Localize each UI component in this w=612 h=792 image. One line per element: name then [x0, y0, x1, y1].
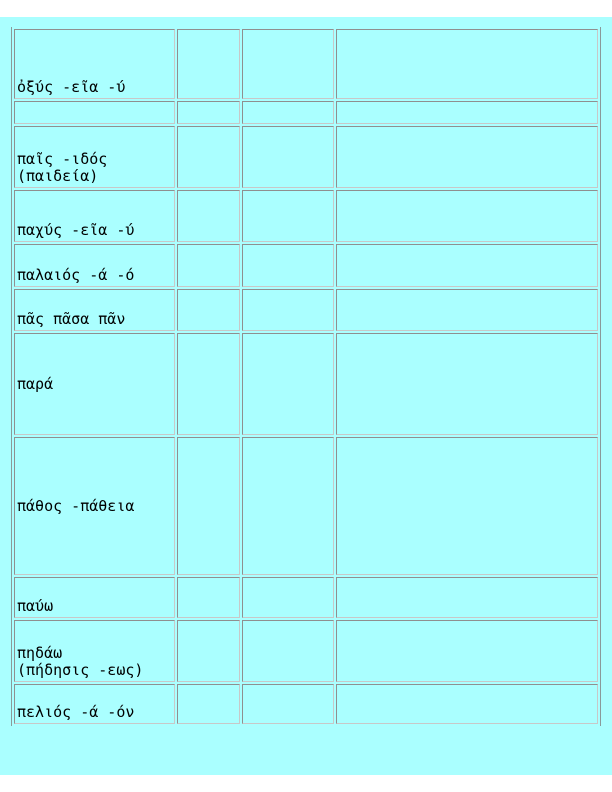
- term-cell: [14, 620, 175, 682]
- term-cell: [14, 126, 175, 188]
- term-text: παῖς -ιδός: [17, 150, 108, 168]
- term-cell: [14, 333, 175, 435]
- term-cell: [14, 289, 175, 331]
- term-text: πάθος -πάθεια: [17, 496, 135, 515]
- empty-cell: [177, 289, 240, 331]
- table-row: [14, 620, 598, 682]
- empty-cell: [177, 101, 240, 124]
- term-text: πηδάω: [17, 644, 63, 662]
- empty-cell: [336, 190, 598, 242]
- empty-cell: [336, 244, 598, 287]
- term-text: πελιός -ά -όν: [17, 703, 135, 721]
- table-row: [14, 101, 598, 124]
- term-text: πᾶς πᾶσα πᾶν: [17, 310, 126, 328]
- term-text: παρά: [17, 374, 54, 393]
- term-cell: [14, 437, 175, 575]
- empty-cell: [242, 126, 334, 188]
- empty-cell: [336, 101, 598, 124]
- empty-cell: [242, 101, 334, 124]
- empty-cell: [336, 29, 598, 99]
- term-cell: [14, 190, 175, 242]
- table-row: [14, 333, 598, 435]
- term-cell: [14, 101, 175, 124]
- empty-cell: [242, 190, 334, 242]
- empty-cell: [242, 244, 334, 287]
- empty-cell: [336, 333, 598, 435]
- term-subtext: (παιδεία): [17, 167, 99, 185]
- term-text: παλαιός -ά -ό: [17, 266, 135, 284]
- empty-cell: [242, 333, 334, 435]
- empty-cell: [242, 289, 334, 331]
- document-page: [0, 17, 612, 775]
- empty-cell: [177, 126, 240, 188]
- table-row: [14, 126, 598, 188]
- empty-cell: [177, 29, 240, 99]
- empty-cell: [242, 437, 334, 575]
- term-cell: [14, 577, 175, 618]
- term-text: παύω: [17, 597, 54, 615]
- empty-cell: [177, 333, 240, 435]
- term-cell: [14, 29, 175, 99]
- table-row: [14, 29, 598, 99]
- empty-cell: [177, 684, 240, 724]
- empty-cell: [336, 126, 598, 188]
- empty-cell: [336, 577, 598, 618]
- empty-cell: [177, 577, 240, 618]
- empty-cell: [177, 190, 240, 242]
- table-row: [14, 289, 598, 331]
- empty-cell: [336, 620, 598, 682]
- empty-cell: [242, 620, 334, 682]
- table-row: [14, 437, 598, 575]
- table-row: [14, 190, 598, 242]
- empty-cell: [177, 437, 240, 575]
- table-row: [14, 244, 598, 287]
- empty-cell: [242, 684, 334, 724]
- empty-cell: [336, 684, 598, 724]
- term-text: ὀξύς -εῖα -ύ: [17, 78, 126, 96]
- empty-cell: [336, 289, 598, 331]
- table-row: [14, 684, 598, 724]
- empty-cell: [336, 437, 598, 575]
- empty-cell: [177, 244, 240, 287]
- term-text: παχύς -εῖα -ύ: [17, 221, 135, 239]
- term-cell: [14, 684, 175, 724]
- term-subtext: (πήδησις -εως): [17, 661, 144, 679]
- vocabulary-table: [11, 27, 601, 726]
- term-cell: [14, 244, 175, 287]
- empty-cell: [177, 620, 240, 682]
- table-row: [14, 577, 598, 618]
- empty-cell: [242, 29, 334, 99]
- empty-cell: [242, 577, 334, 618]
